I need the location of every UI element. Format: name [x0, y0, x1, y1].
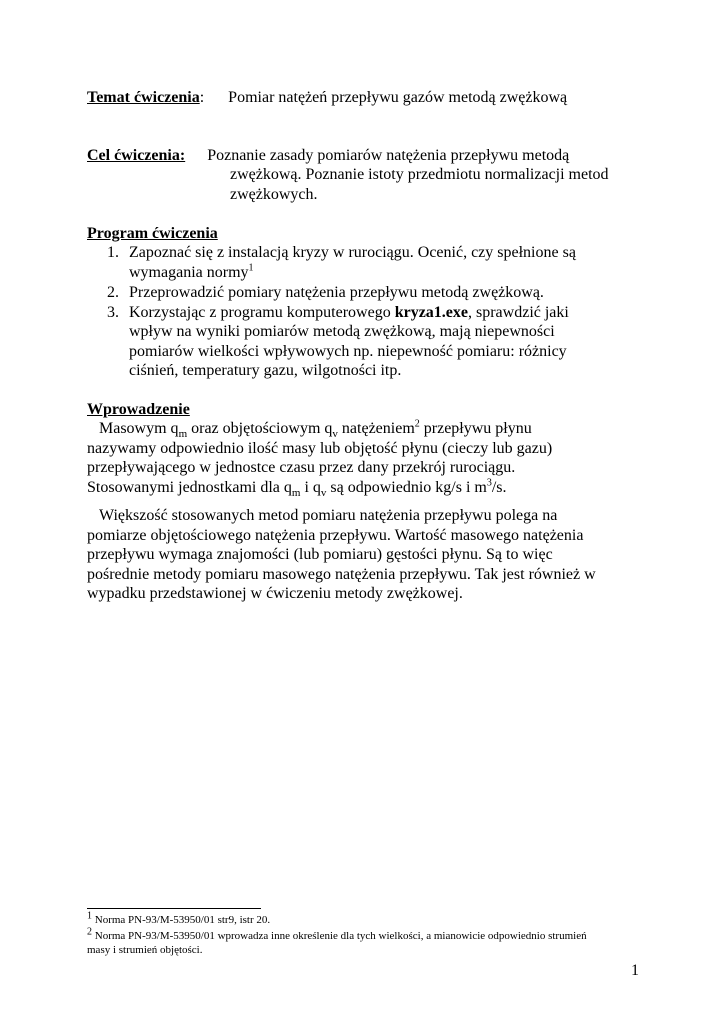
intro-heading: Wprowadzenie [87, 401, 190, 418]
text: są odpowiednio kg/s i m [326, 478, 487, 496]
intro-p1-line-2: nazywamy odpowiednio ilość masy lub objętość płynu (cieczy lub gazu) [87, 439, 553, 457]
intro-p2-line-3: przepływu wymaga znajomości (lub pomiaru) gęstości płynu. Są to więc [87, 546, 553, 563]
program-item-2 [87, 283, 687, 303]
footnote-ref: 1 [248, 262, 254, 274]
text: natężeniem [337, 420, 415, 437]
program-item-text: wymagania normy [129, 263, 249, 281]
goal-text-1: Poznanie zasady pomiarów natężenia przepływu metodą [207, 147, 570, 164]
footnote-ref: 2 [414, 418, 420, 430]
intro-p2-line-5: wypadku przedstawionej w ćwiczeniu metody zwężkowej. [87, 585, 463, 602]
topic-line [87, 88, 567, 108]
footnote-2 [87, 926, 647, 957]
program-item-num: 2. [107, 284, 119, 301]
text: przepływu płynu [419, 420, 532, 437]
footnote-mark: 2 [87, 926, 92, 938]
program-item-text: wpływ na wyniki pomiarów metodą zwężkową, mają niepewności [129, 323, 555, 340]
footnote-1 [87, 910, 647, 927]
text: Stosowanymi jednostkami dla q [87, 478, 292, 496]
text: /s. [491, 478, 507, 496]
program-item-text: ciśnień, temperatury gazu, wilgotności itp. [129, 362, 402, 379]
program-list [87, 243, 687, 381]
subscript: v [320, 486, 327, 499]
intro-p2-line-1: Większość stosowanych metod pomiaru natężenia przepływu polega na [99, 507, 558, 524]
text: oraz objętościowym q [187, 420, 333, 437]
page-number: 1 [631, 962, 639, 979]
intro-p1-line-4 [87, 478, 647, 498]
footnote-separator [87, 908, 261, 909]
goal-text-3: zwężkowych. [230, 186, 318, 203]
topic-colon: : [199, 89, 205, 106]
intro-paragraph-1 [87, 419, 647, 497]
subscript: v [332, 428, 338, 441]
footnote-mark: 1 [87, 910, 92, 922]
topic-label: Temat ćwiczenia [87, 89, 200, 106]
text: Masowym q [99, 420, 179, 437]
subscript: m [291, 486, 301, 499]
footnote-text: Norma PN-93/M-53950/01 wprowadza inne określenie dla tych wielkości, a mianowicie odpowiednio strumień [92, 930, 587, 942]
program-item-num: 1. [107, 244, 119, 261]
program-item-text: Korzystając z programu komputerowego [129, 303, 395, 321]
goal-line-1 [87, 146, 569, 166]
program-filename: kryza1.exe [394, 303, 468, 321]
program-item-num: 3. [107, 303, 119, 321]
program-item-3 [87, 303, 687, 381]
intro-p1-line-3: przepływającego w jednostce czasu przez dany przekrój rurociągu. [87, 459, 516, 476]
footnote-text: Norma PN-93/M-53950/01 str9, istr 20. [92, 914, 271, 926]
program-item-1 [87, 243, 687, 282]
program-item-text: pomiarów wielkości wpływowych np. niepewność pomiaru: różnicy [129, 342, 567, 360]
program-heading: Program ćwiczenia [87, 225, 218, 242]
intro-p2-line-4: pośrednie metody pomiaru masowego natężenia przepływu. Tak jest również w [87, 565, 596, 583]
program-item-text: , sprawdzić jaki [468, 303, 569, 321]
goal-text-2: zwężkową. Poznanie istoty przedmiotu normalizacji metod [230, 166, 609, 183]
subscript: m [178, 428, 188, 441]
intro-p2-line-2: pomiarze objętościowego natężenia przepływu. Wartość masowego natężenia [87, 526, 584, 544]
superscript: 3 [486, 477, 492, 489]
intro-paragraph-2 [87, 506, 657, 604]
intro-p1-line-1 [87, 419, 647, 439]
program-item-text: Przeprowadzić pomiary natężenia przepływu metodą zwężkową. [129, 284, 544, 301]
program-item-text: Zapoznać się z instalacją kryzy w rurociągu. Ocenić, czy spełnione są [129, 244, 576, 261]
footnote-text: masy i strumień objętości. [87, 944, 203, 956]
text: i q [300, 478, 321, 496]
goal-label: Cel ćwiczenia: [87, 147, 186, 164]
topic-value: Pomiar natężeń przepływu gazów metodą zwężkową [228, 89, 568, 106]
